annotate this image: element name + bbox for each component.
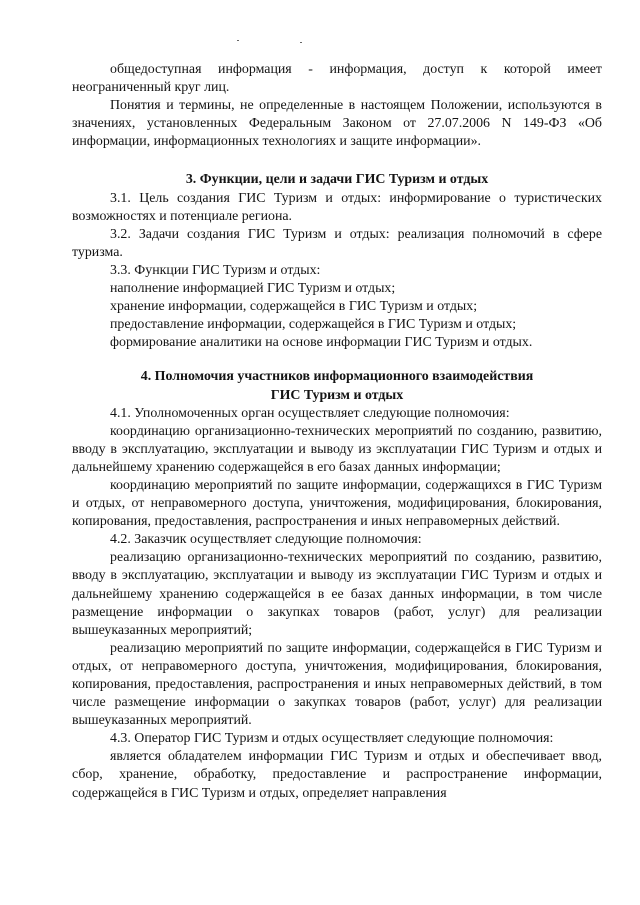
paragraph: общедоступная информация - информация, доступ к которой имеет неограниченный круг лиц.: [72, 62, 602, 96]
paragraph: Понятия и термины, не определенные в настоящем Положении, используются в значениях, установленных Федеральным Законом от 27.07.2006 N 149-ФЗ «Об информации, информационных технологиях и защите информации».: [72, 98, 602, 150]
section-3-heading: 3. Функции, цели и задачи ГИС Туризм и отдых: [185, 172, 489, 188]
scan-speck: [237, 40, 239, 41]
section-4-heading-line1: 4. Полномочия участников информационного взаимодействия: [140, 369, 534, 385]
paragraph: реализацию организационно-технических мероприятий по созданию, развитию, вводу в эксплуатацию, эксплуатации и выводу из эксплуатации ГИС Туризм и отдых и дальнейшему хранению содержащейся в ее базах данных информации, в том числе размещение информации о закупках товаров (работ, услуг) для реализации вышеуказанных мероприятий;: [72, 550, 602, 638]
paragraph: координацию организационно-технических мероприятий по созданию, развитию, вводу в эксплуатацию, эксплуатации и выводу из эксплуатации ГИС Туризм и отдых и дальнейшему хранению содержащейся в его базах данных информации;: [72, 423, 602, 475]
paragraph: 4.3. Оператор ГИС Туризм и отдых осуществляет следующие полномочия:: [110, 731, 554, 747]
list-item: формирование аналитики на основе информации ГИС Туризм и отдых.: [110, 335, 533, 351]
paragraph: является обладателем информации ГИС Туризм и отдых и обеспечивает ввод, сбор, хранение, обработку, предоставление и распространение информации, содержащейся в ГИС Туризм и отдых, определяет направления: [72, 749, 602, 801]
paragraph: 4.2. Заказчик осуществляет следующие полномочия:: [110, 532, 422, 548]
document-body: [72, 61, 602, 803]
paragraph: 3.3. Функции ГИС Туризм и отдых:: [110, 262, 321, 278]
scan-speck: [300, 42, 302, 43]
section-4-heading-line2: ГИС Туризм и отдых: [270, 387, 404, 403]
list-item: наполнение информацией ГИС Туризм и отдых;: [110, 281, 396, 297]
paragraph: координацию мероприятий по защите информации, содержащихся в ГИС Туризм и отдых, от неправомерного доступа, уничтожения, модифицирования, блокирования, копирования, предоставления, распространения и иных неправомерных действий.: [72, 477, 602, 530]
paragraph: 4.1. Уполномоченных орган осуществляет следующие полномочия:: [110, 405, 510, 421]
paragraph: реализацию мероприятий по защите информации, содержащейся в ГИС Туризм и отдых, от неправомерного доступа, уничтожения, модифицирования, блокирования, копирования, предоставления, распространения и иных неправомерных действий, в том числе размещение информации о закупках товаров (работ, услуг) для реализации вышеуказанных мероприятий.: [72, 640, 602, 729]
paragraph: 3.2. Задачи создания ГИС Туризм и отдых: реализация полномочий в сфере туризма.: [72, 226, 602, 260]
list-item: хранение информации, содержащейся в ГИС Туризм и отдых;: [110, 299, 478, 315]
list-item: предоставление информации, содержащейся в ГИС Туризм и отдых;: [110, 317, 517, 333]
paragraph: 3.1. Цель создания ГИС Туризм и отдых: информирование о туристических возможностях и потенциале региона.: [72, 190, 602, 224]
